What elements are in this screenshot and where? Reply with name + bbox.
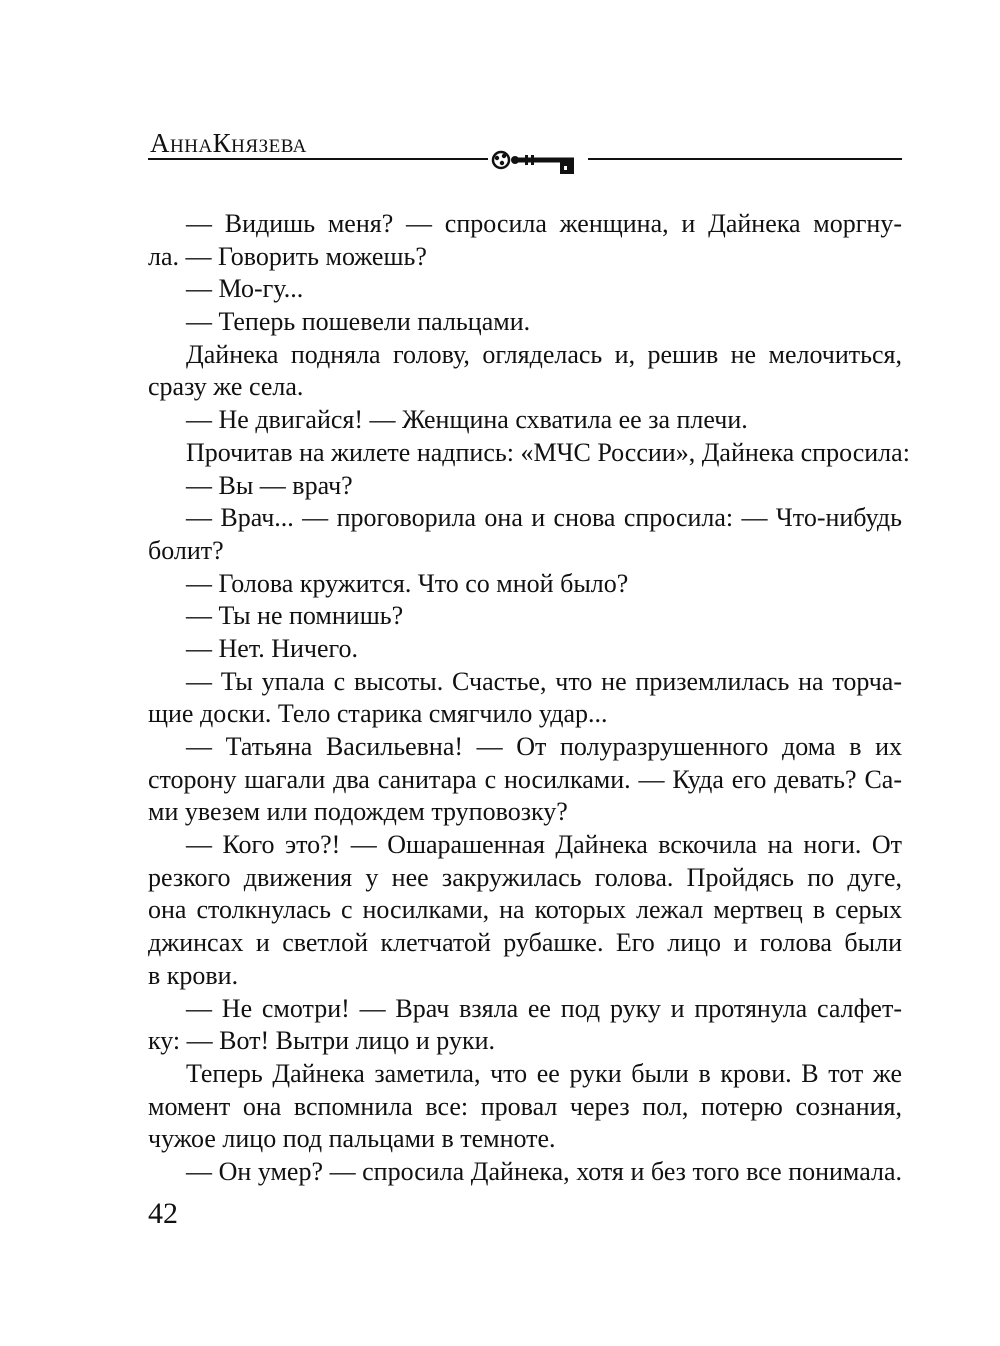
text-line: Теперь Дайнека заметила, что ее руки были в крови. В тот же <box>186 1058 902 1088</box>
text-line: — Теперь пошевели пальцами. <box>186 307 531 337</box>
text-line: — Не двигайся! — Женщина схватила ее за плечи. <box>186 405 748 435</box>
text-line: — Он умер? — спросила Дайнека, хотя и без того все понимала. <box>186 1156 902 1186</box>
text-line: она столкнулась с носилками, на которых лежал мертвец в серых <box>148 895 902 925</box>
text-line: — Нет. Ничего. <box>186 633 359 663</box>
author-name: АннаКнязева <box>150 128 307 158</box>
text-line: — Ты упала с высоты. Счастье, что не приземлилась на торча- <box>186 666 902 696</box>
text-line: ла. — Говорить можешь? <box>148 241 427 271</box>
text-line: Дайнека подняла голову, огляделась и, решив не мелочиться, <box>186 339 902 369</box>
text-line: в крови. <box>148 960 239 990</box>
text-line: щие доски. Тело старика смягчило удар... <box>148 699 608 729</box>
text-line: — Врач... — проговорила она и снова спросила: — Что-нибудь <box>186 503 902 533</box>
text-line: Прочитав на жилете надпись: «МЧС России», Дайнека спросила: <box>186 437 910 467</box>
text-line: — Ты не помнишь? <box>186 601 404 631</box>
text-line: сразу же села. <box>148 372 304 402</box>
text-line: — Мо-гу... <box>186 274 304 304</box>
text-line: джинсах и светлой клетчатой рубашке. Его лицо и голова были <box>148 928 902 958</box>
page-number: 42 <box>148 1197 178 1230</box>
key-icon <box>488 142 588 182</box>
text-line: чужое лицо под пальцами в темноте. <box>148 1124 556 1154</box>
text-line: — Не смотри! — Врач взяла ее под руку и протянула салфет- <box>186 993 902 1023</box>
body-text <box>148 208 910 1189</box>
text-line: — Видишь меня? — спросила женщина, и Дайнека моргну- <box>186 209 902 238</box>
text-line: — Вы — врач? <box>186 470 353 500</box>
text-line: — Татьяна Васильевна! — От полуразрушенного дома в их <box>186 732 902 761</box>
text-line: резкого движения у нее закружилась голова. Пройдясь по дуге, <box>148 862 902 892</box>
text-line: момент она вспомнила все: провал через пол, потерю сознания, <box>148 1091 902 1121</box>
running-header <box>148 128 902 188</box>
text-line: болит? <box>148 535 224 565</box>
text-line: сторону шагали два санитара с носилками. — Куда его девать? Са- <box>148 764 902 794</box>
text-line: — Кого это?! — Ошарашенная Дайнека вскочила на ноги. От <box>186 830 902 860</box>
text-line: — Голова кружится. Что со мной было? <box>186 568 629 598</box>
text-line: ми увезем или подождем труповозку? <box>148 797 568 827</box>
text-line: ку: — Вот! Вытри лицо и руки. <box>148 1026 495 1056</box>
